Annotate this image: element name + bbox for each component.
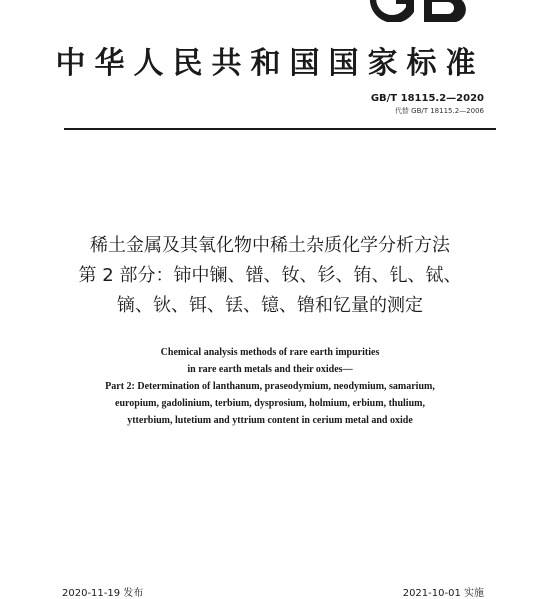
replaces-standard: 代替 GB/T 18115.2—2006 [394,107,484,115]
english-title-line-5: ytterbium, lutetium and yttrium content in cerium metal and oxide [127,415,413,426]
english-title-line-3: Part 2: Determination of lanthanum, praseodymium, neodymium, samarium, [105,381,435,392]
implementation-date: 2021-10-01 实施 [402,588,484,599]
english-title-line-4: europium, gadolinium, terbium, dysprosium, holmium, erbium, thulium, [115,398,425,409]
english-title-line-1: Chemical analysis methods of rare earth impurities [160,347,380,358]
chinese-title [0,231,540,321]
issue-date: 2020-11-19 发布 [62,588,144,599]
chinese-title-line-1: 稀土金属及其氧化物中稀土杂质化学分析方法 [90,235,450,256]
gb-logo [366,0,474,22]
english-title [0,344,540,429]
chinese-title-line-3: 镝、钬、铒、铥、镱、镥和钇量的测定 [117,295,423,316]
english-title-line-2: in rare earth metals and their oxides— [187,364,353,375]
national-standard-title: 中华人民共和国国家标准 [55,46,485,81]
chinese-title-line-2: 第 2 部分：铈中镧、镨、钕、钐、铕、钆、铽、 [78,265,462,286]
standard-number: GB/T 18115.2—2020 [370,93,484,104]
header-divider [64,128,496,130]
